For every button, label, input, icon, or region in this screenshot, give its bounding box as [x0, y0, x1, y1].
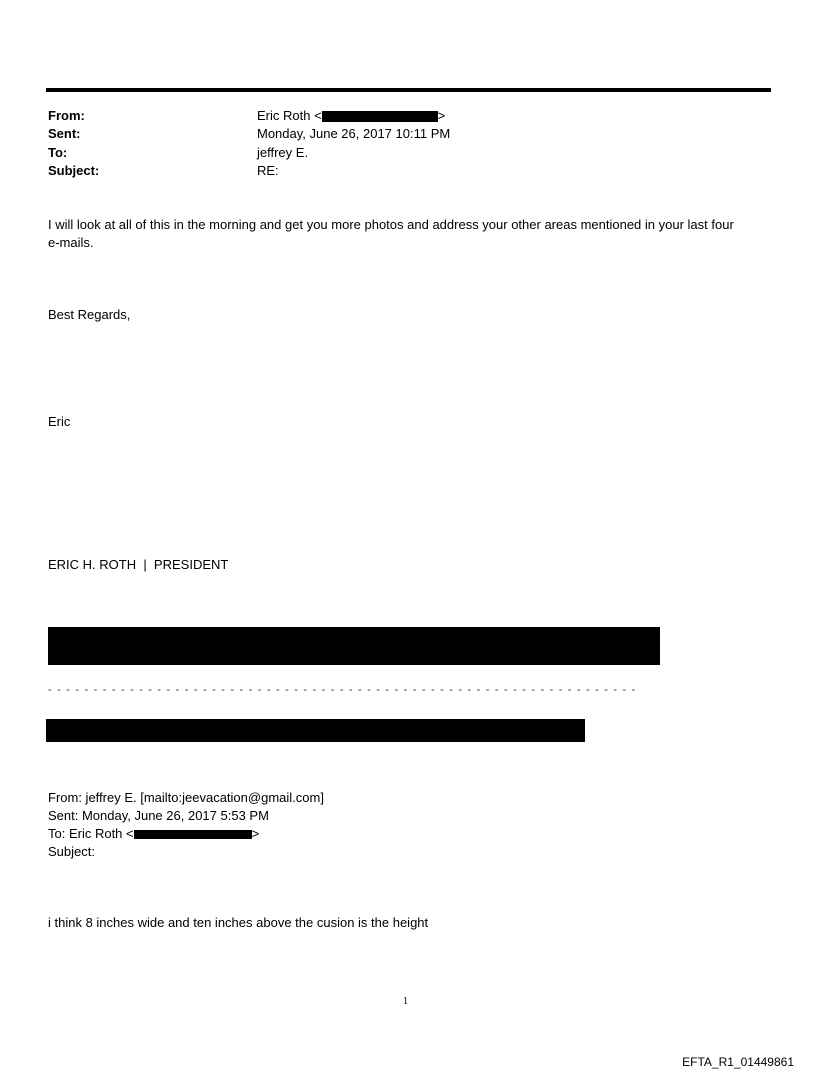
separator-line: - - - - - - - - - - - - - - - - - - - - - - - - - - - - - - - - - - - - - - - - - - - - - - - - - - - - - - - - - - - - - - - - -: [48, 684, 637, 696]
regards-text: Best Regards,: [48, 307, 131, 322]
sent-value: Monday, June 26, 2017 10:11 PM: [257, 126, 451, 141]
sent-label: Sent:: [48, 126, 81, 141]
page-number: 1: [403, 996, 408, 1007]
from-label: From:: [48, 108, 85, 123]
redaction-block: [48, 627, 660, 665]
document-id: EFTA_R1_01449861: [682, 1055, 794, 1069]
redaction-box: [134, 830, 252, 839]
to-label: To:: [48, 145, 68, 160]
redaction-block: [46, 719, 585, 742]
body-line-1: I will look at all of this in the morning and get you more photos and address your other areas mentioned in your last four: [48, 217, 734, 232]
signature-line: ERIC H. ROTH | PRESIDENT: [48, 557, 229, 572]
quoted-message: i think 8 inches wide and ten inches above the cusion is the height: [48, 915, 429, 930]
quoted-subject: Subject:: [48, 844, 95, 859]
subject-value: RE:: [257, 163, 279, 178]
redaction-box: [322, 111, 438, 122]
quoted-from: From: jeffrey E. [mailto:jeevacation@gmail.com]: [48, 790, 324, 805]
body-line-2: e-mails.: [48, 235, 94, 250]
quoted-sent: Sent: Monday, June 26, 2017 5:53 PM: [48, 808, 269, 823]
quoted-to: [48, 825, 259, 843]
quoted-to-text: To: Eric Roth <: [48, 826, 134, 841]
from-name: Eric Roth <: [257, 108, 322, 123]
quoted-to-end: >: [251, 826, 260, 841]
from-value: [257, 107, 445, 125]
subject-label: Subject:: [48, 163, 100, 178]
to-value: jeffrey E.: [257, 145, 309, 160]
top-rule: [46, 88, 771, 92]
sender-name: Eric: [48, 414, 71, 429]
from-value-end: >: [437, 108, 446, 123]
